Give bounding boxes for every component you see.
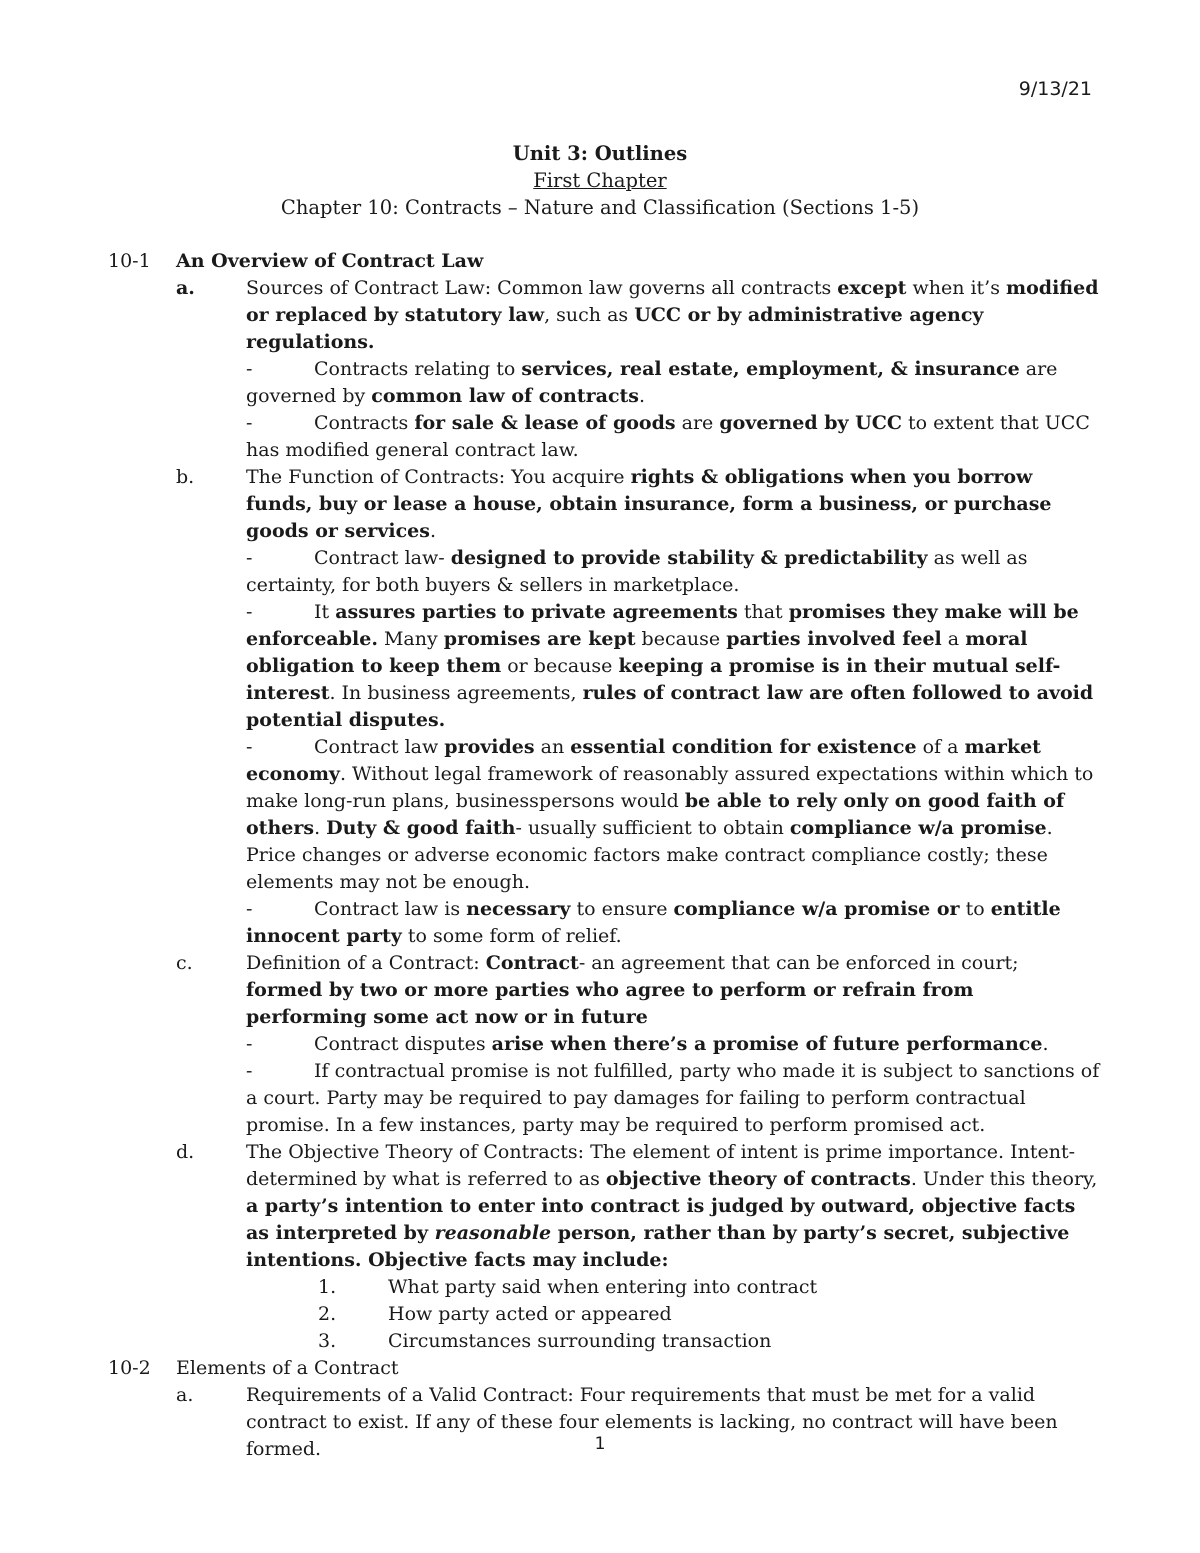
chapter-title: Chapter 10: Contracts – Nature and Classification (Sections 1-5) (280, 196, 920, 219)
section-title: Elements of a Contract (176, 1357, 399, 1379)
item-text: Definition of a Contract: Contract- an agreement that can be enforced in court; formed by two or more parties who agree to perform or refrain from performing some act now or in future (246, 952, 1019, 1028)
sub-point: - Contract law is necessary to ensure compliance w/a promise or to entitle innocent party to some form of relief. (246, 898, 1061, 947)
outline-item-b (0, 464, 1200, 950)
outline-body (0, 248, 1200, 1463)
section-number: 10-1 (108, 250, 151, 272)
item-text: The Objective Theory of Contracts: The element of intent is prime importance. Intent- determined by what is referred to as objective theory of contracts. Under this theory, a party’s intention to enter into contract is judged by outward, objective facts as interpreted by reasonable person, rather than by party’s secret, subjective intentions. Objective facts may include: (246, 1141, 1098, 1271)
item-letter: a. (176, 277, 195, 299)
sub-point: - Contract disputes arise when there’s a promise of future performance. (246, 1033, 1049, 1055)
item-letter: d. (176, 1141, 195, 1163)
sub-point: - Contracts for sale & lease of goods are governed by UCC to extent that UCC has modified general contract law. (246, 412, 1090, 461)
numbered-list-item: 1. What party said when entering into contract (318, 1276, 818, 1298)
page-number: 1 (594, 1434, 606, 1454)
item-text: Sources of Contract Law: Common law governs all contracts except when it’s modified or replaced by statutory law, such as UCC or by administrative agency regulations. (246, 277, 1099, 353)
sub-point: - If contractual promise is not fulfilled, party who made it is subject to sanctions of a court. Party may be required to pay damages for failing to perform contractual promise. In a few instances, party may be required to perform promised act. (246, 1060, 1100, 1136)
item-letter: a. (176, 1384, 194, 1406)
item-letter: c. (176, 952, 193, 974)
date-stamp: 9/13/21 (1018, 78, 1092, 100)
item-text: The Function of Contracts: You acquire rights & obligations when you borrow funds, buy or lease a house, obtain insurance, form a business, or purchase goods or services. (246, 466, 1052, 542)
sub-point: - Contract law provides an essential condition for existence of a market economy. Without legal framework of reasonably assured expectations within which to make long-run plans, businesspersons would be able to rely only on good faith of others. Duty & good faith- usually sufficient to obtain compliance w/a promise. Price changes or adverse economic factors make contract compliance costly; these elements may not be enough. (246, 736, 1094, 893)
section-number: 10-2 (108, 1357, 151, 1379)
sub-point: - It assures parties to private agreements that promises they make will be enforceable. Many promises are kept because parties involved feel a moral obligation to keep them or because keeping a promise is in their mutual self-interest. In business agreements, rules of contract law are often followed to avoid potential disputes. (246, 601, 1094, 731)
numbered-list-item: 3. Circumstances surrounding transaction (318, 1330, 772, 1352)
item-letter: b. (176, 466, 195, 488)
item-text: Requirements of a Valid Contract: Four requirements that must be met for a valid contract to exist. If any of these four elements is lacking, no contract will have been formed. (246, 1384, 1058, 1460)
outline-item-c (0, 950, 1200, 1139)
section-title: An Overview of Contract Law (176, 250, 484, 272)
unit-title: Unit 3: Outlines (512, 142, 688, 165)
outline-item-d (0, 1139, 1200, 1274)
document-header (0, 140, 1200, 221)
outline-item-a (0, 275, 1200, 464)
sub-point: - Contracts relating to services, real estate, employment, & insurance are governed by common law of contracts. (246, 358, 1058, 407)
section-10-2 (0, 1355, 1200, 1382)
numbered-list-item: 2. How party acted or appeared (318, 1303, 672, 1325)
section-10-1 (0, 248, 1200, 275)
sub-point: - Contract law- designed to provide stability & predictability as well as certainty, for both buyers & sellers in marketplace. (246, 547, 1028, 596)
chapter-label: First Chapter (533, 169, 667, 192)
